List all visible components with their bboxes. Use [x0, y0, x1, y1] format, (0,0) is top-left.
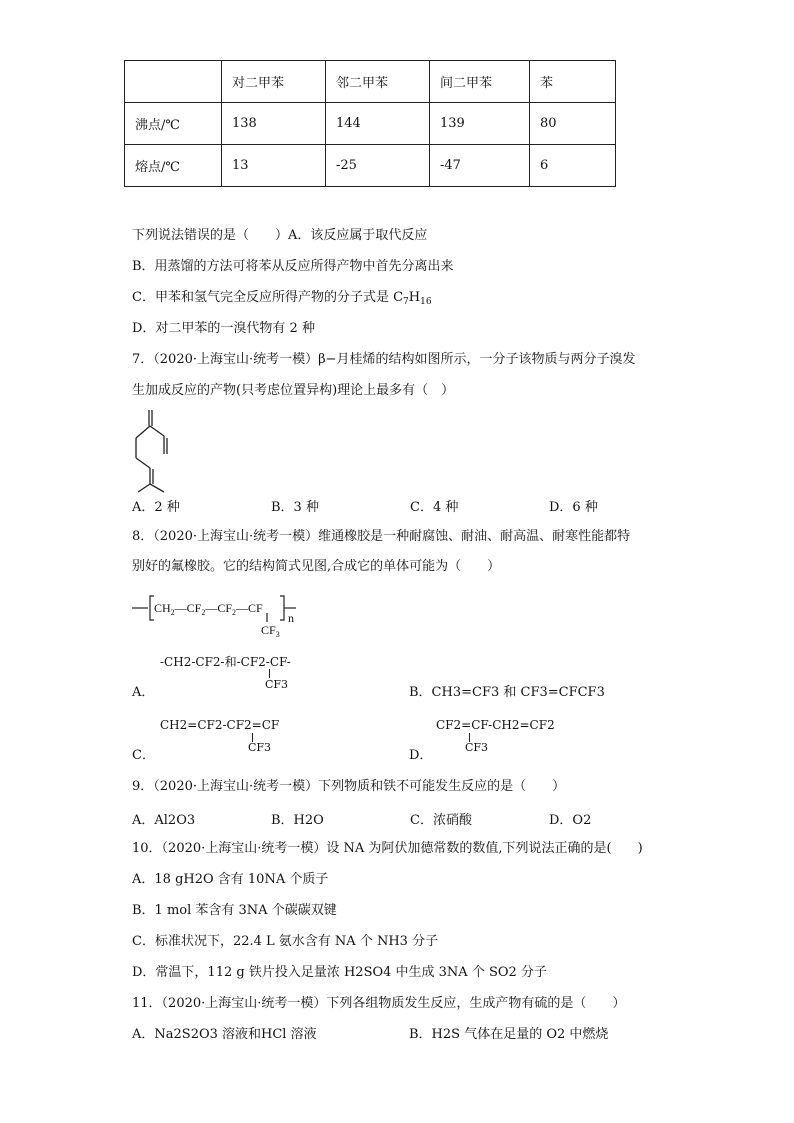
table-row: [125, 145, 616, 187]
q6-option-c-text: C．甲苯和氢气完全反应所得产物的分子式是 C: [132, 290, 404, 305]
q8-option-d-label[interactable]: D．: [409, 748, 433, 763]
q7-option-b[interactable]: B．3 种: [271, 500, 319, 515]
q6-option-a: A．该反应属于取代反应: [288, 228, 428, 243]
q8-option-a-branch: CF3: [265, 678, 289, 691]
polymer-branch-text: $CF_3$: [261, 623, 280, 639]
q8-stem-line2: 别好的氟橡胶。它的结构简式见图,合成它的单体可能为（ ）: [132, 559, 501, 574]
q9-options: [132, 809, 652, 827]
q11-option-b[interactable]: B．H2S 气体在足量的 O2 中燃烧: [409, 1027, 609, 1042]
q7-option-d[interactable]: D．6 种: [549, 500, 598, 515]
q8-option-c-formula: CH2=CF2-CF2=CF: [160, 718, 280, 732]
table-header-cell: 苯: [530, 61, 616, 103]
q7-stem-line2: 生加成反应的产物(只考虑位置异构)理论上最多有（ ）: [132, 383, 455, 398]
q8-option-c-label[interactable]: C．: [132, 748, 155, 763]
q8-option-a-formula: -CH2-CF2-和-CF2-CF-: [160, 655, 291, 669]
q7-option-a[interactable]: A．2 种: [132, 500, 180, 515]
table-cell: 80: [530, 103, 616, 145]
q11-stem: 11．（2020·上海宝山·统考一模）下列各组物质发生反应，生成产物有硫的是（ ）: [132, 996, 626, 1011]
table-cell: 139: [430, 103, 530, 145]
table-cell: 138: [222, 103, 326, 145]
table-cell: -47: [430, 145, 530, 187]
table-header-cell: [125, 61, 222, 103]
q11-option-a[interactable]: A．Na2S2O3 溶液和HCl 溶液: [132, 1027, 317, 1042]
q8-option-b[interactable]: B．CH3=CF3 和 CF3=CFCF3: [409, 685, 605, 700]
table-header-cell: 间二甲苯: [430, 61, 530, 103]
polymer-text: $CH_2—CF_2—CF_2—CF$: [154, 601, 263, 617]
table-header-row: [125, 61, 616, 103]
q8-option-a-label[interactable]: A．: [132, 685, 155, 700]
subscript: 16: [420, 297, 432, 307]
q8-option-d-formula: CF2=CF-CH2=CF2: [436, 718, 555, 732]
q10-stem: 10．（2020·上海宝山·统考一模）设 NA 为阿伏加德常数的数值,下列说法正确的是( ): [132, 841, 643, 856]
q10-option-c[interactable]: C．标准状况下，22.4 L 氨水含有 NA 个 NH3 分子: [132, 934, 439, 949]
table-header-cell: 邻二甲苯: [326, 61, 430, 103]
subscript: 7: [403, 297, 409, 307]
q6-stem-line: [132, 227, 427, 245]
q10-option-b[interactable]: B．1 mol 苯含有 3NA 个碳碳双键: [132, 903, 337, 918]
q10-option-d[interactable]: D．常温下，112 g 铁片投入足量浓 H2SO4 中生成 3NA 个 SO2 分子: [132, 965, 547, 980]
q6-option-d: D．对二甲苯的一溴代物有 2 种: [132, 321, 315, 336]
table-cell: 6: [530, 145, 616, 187]
table-header-cell: 对二甲苯: [222, 61, 326, 103]
q6-option-c: [132, 289, 432, 307]
boiling-melting-table: [124, 60, 616, 187]
q9-option-b[interactable]: B．H2O: [271, 813, 324, 828]
table-cell: 熔点/℃: [125, 145, 222, 187]
table-cell: 13: [222, 145, 326, 187]
q7-stem-line1: 7．（2020·上海宝山·统考一模）β−月桂烯的结构如图所示，一分子该物质与两分子溴发: [132, 352, 636, 367]
q9-stem: 9．（2020·上海宝山·统考一模）下列物质和铁不可能发生反应的是（ ）: [132, 779, 566, 794]
q9-option-a[interactable]: A．Al2O3: [132, 813, 196, 828]
table-row: [125, 103, 616, 145]
q6-option-c-text: H: [408, 290, 421, 305]
myrcene-structure-diagram: [128, 408, 188, 494]
table-cell: -25: [326, 145, 430, 187]
polymer-n: n: [288, 611, 294, 625]
q10-option-a[interactable]: A．18 gH2O 含有 10NA 个质子: [132, 872, 329, 887]
q6-stem: 下列说法错误的是（ ）: [132, 228, 289, 243]
q7-options: [132, 496, 652, 514]
table-cell: 144: [326, 103, 430, 145]
bond-line: [269, 669, 270, 678]
q9-option-d[interactable]: D．O2: [549, 813, 592, 828]
q8-option-d-branch: CF3: [465, 741, 489, 754]
q9-option-c[interactable]: C．浓硝酸: [410, 813, 472, 828]
q8-stem-line1: 8．（2020·上海宝山·统考一模）维通橡胶是一种耐腐蚀、耐油、耐高温、耐寒性能都特: [132, 529, 631, 544]
fluoro-rubber-structure: [130, 592, 310, 640]
q6-option-b: B．用蒸馏的方法可将苯从反应所得产物中首先分离出来: [132, 259, 454, 274]
q7-option-c[interactable]: C．4 种: [410, 500, 459, 515]
q8-option-c-branch: CF3: [248, 741, 272, 754]
table-cell: 沸点/℃: [125, 103, 222, 145]
